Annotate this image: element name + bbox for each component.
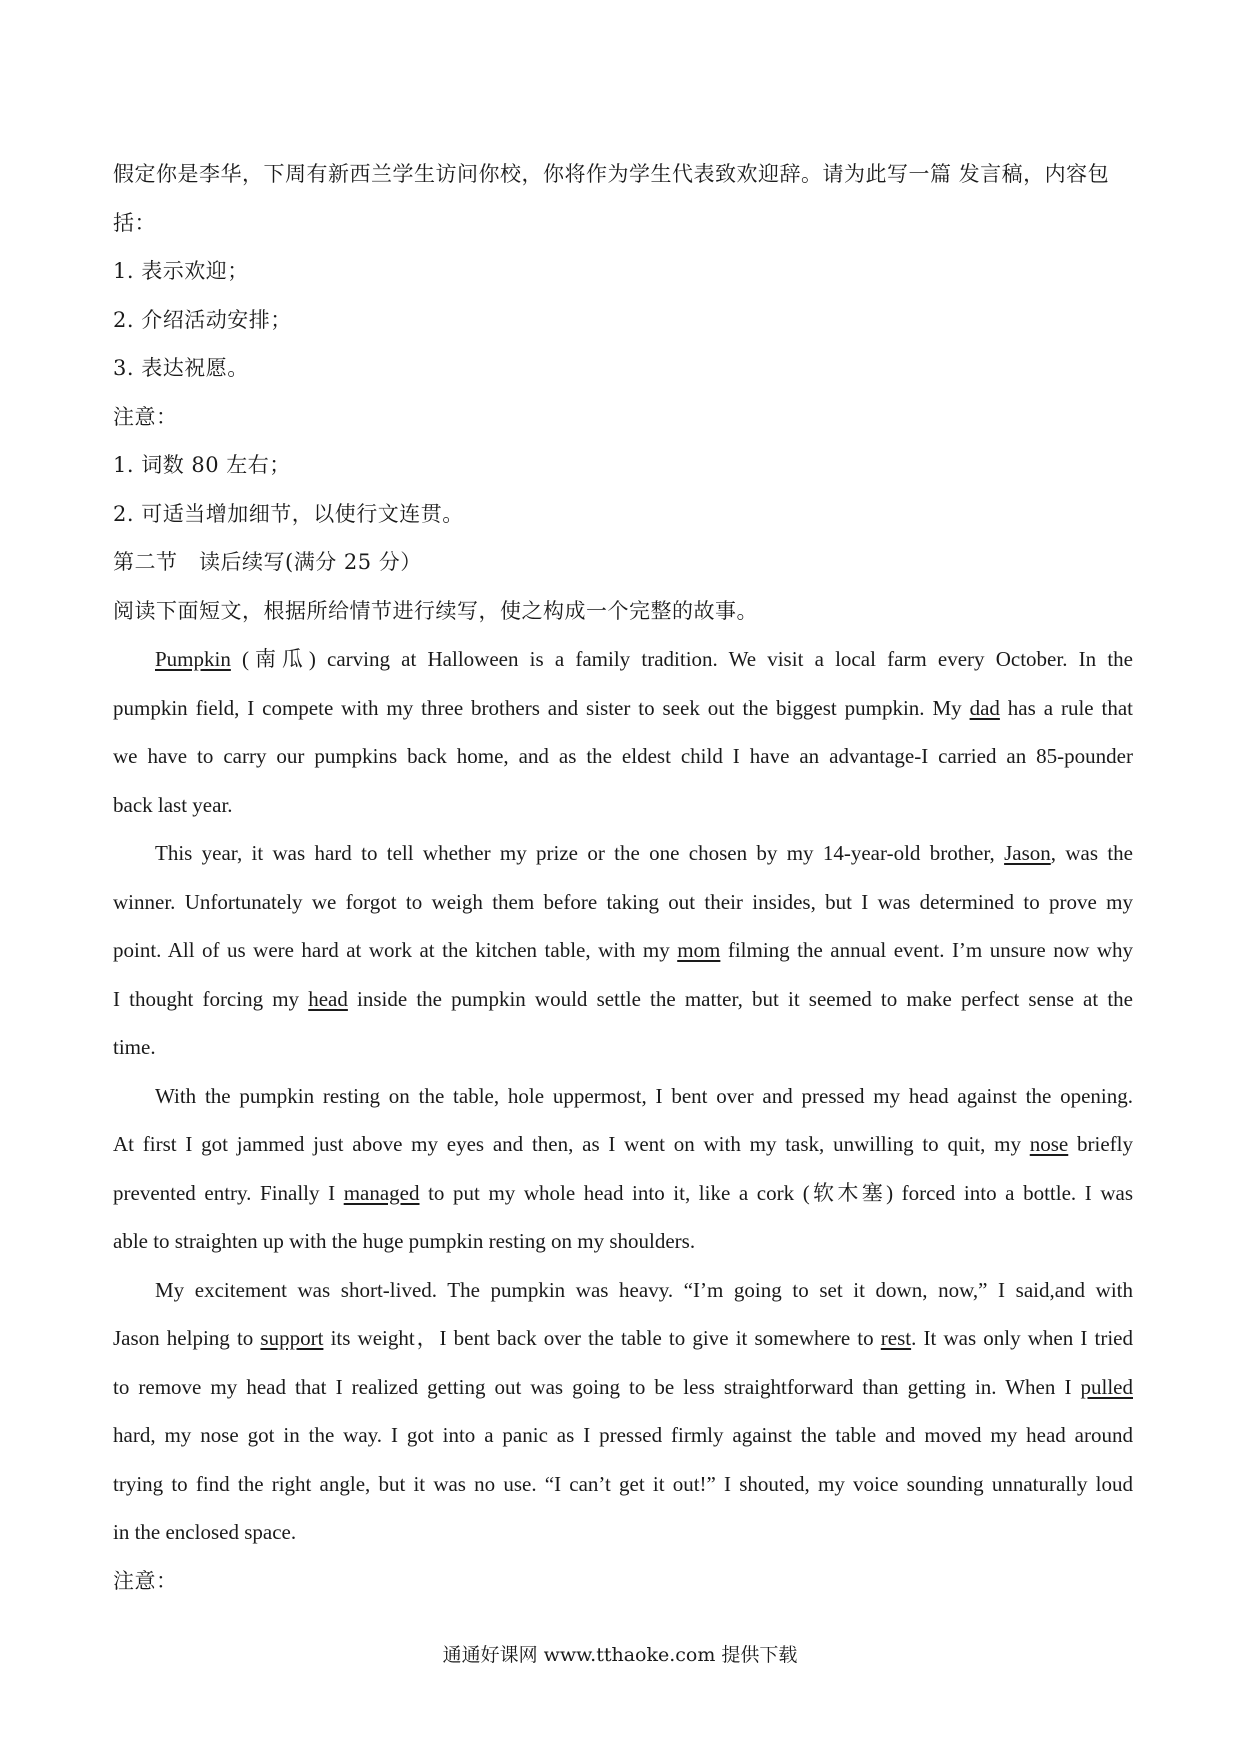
text-segment: briefly: [1068, 1132, 1133, 1156]
text-segment: Jason helping to: [113, 1326, 261, 1350]
text-segment: pumpkin field, I compete with my three brothers and sister to seek out the biggest pumpkin. My: [113, 695, 970, 720]
text-segment: . It was only when I tried: [911, 1326, 1133, 1350]
text-line: we have to carry our pumpkins back home, and as the eldest child I have an advantage-I carried an 85-pounder: [113, 744, 1133, 768]
prompt-line-2: 括：: [113, 210, 156, 235]
text-line: [113, 1314, 1133, 1363]
text-line: trying to find the right angle, but it was no use. “I can’t get it out!” I shouted, my voice sounding unnaturally loud: [113, 1471, 1133, 1496]
underlined-word: nose: [1029, 1132, 1069, 1156]
text-line: back last year.: [113, 792, 233, 817]
passage-paragraph-1: [113, 635, 1133, 829]
underlined-word: support: [260, 1326, 324, 1350]
text-segment: (南瓜) carving at Halloween is a family tradition. We visit a local farm every October. In the: [230, 647, 1133, 671]
text-line: [113, 635, 1133, 684]
text-segment: to remove my head that I realized getting out was going to be less straightforward than getting in. When I: [113, 1374, 1081, 1399]
notes-label: 注意：: [113, 404, 178, 429]
text-segment: point. All of us were hard at work at the kitchen table, with my: [113, 938, 678, 962]
text-line: [113, 1169, 1133, 1218]
text-line: [113, 975, 1133, 1024]
text-segment: filming the annual event. I’m unsure now why: [720, 938, 1134, 962]
note-1: 1. 词数 80 左右；: [113, 453, 291, 477]
document-page: [113, 150, 1133, 1605]
text-segment: has a rule that: [999, 695, 1133, 720]
text-line: time.: [113, 1035, 156, 1059]
passage-paragraph-4: [113, 1266, 1133, 1557]
text-line: able to straighten up with the huge pumpkin resting on my shoulders.: [113, 1229, 696, 1253]
text-line: [113, 829, 1133, 878]
text-line: hard, my nose got in the way. I got into a panic as I pressed firmly against the table and moved my head around: [113, 1423, 1133, 1447]
text-segment: its weight，I bent back over the table to give it somewhere to: [323, 1326, 881, 1350]
text-segment: At first I got jammed just above my eyes and then, as I went on with my task, unwilling to quit, my: [113, 1132, 1030, 1156]
underlined-word: Pumpkin: [155, 647, 231, 671]
text-line: My excitement was short-lived. The pumpkin was heavy. “I’m going to set it down, now,” I said,and with: [155, 1277, 1133, 1302]
section-instruction: 阅读下面短文，根据所给情节进行续写，使之构成一个完整的故事。: [113, 598, 758, 623]
text-line: [113, 926, 1133, 975]
underlined-word: rest: [880, 1326, 912, 1350]
text-segment: prevented entry. Finally I: [113, 1180, 344, 1205]
note-2: 2. 可适当增加细节，以使行文连贯。: [113, 501, 464, 526]
text-line: [113, 684, 1133, 733]
underlined-word: dad: [969, 695, 1000, 720]
text-line: in the enclosed space.: [113, 1520, 297, 1544]
content-point-1: 1. 表示欢迎；: [113, 259, 249, 283]
text-line: winner. Unfortunately we forgot to weigh them before taking out their insides, but I was determined to prove my: [113, 889, 1133, 914]
passage-paragraph-3: [113, 1072, 1133, 1266]
underlined-word: pulled: [1080, 1374, 1133, 1399]
text-segment: I thought forcing my: [113, 986, 309, 1011]
page-footer: 通通好课网 www.tthaoke.com 提供下载: [442, 1644, 798, 1666]
section-heading: 第二节 读后续写(满分 25 分）: [113, 550, 422, 574]
underlined-word: head: [308, 986, 348, 1011]
text-segment: This year, it was hard to tell whether my prize or the one chosen by my 14-year-old brother,: [155, 841, 1005, 865]
text-line: With the pumpkin resting on the table, hole uppermost, I bent over and pressed my head against the opening.: [155, 1083, 1133, 1108]
passage-paragraph-2: [113, 829, 1133, 1072]
text-segment: inside the pumpkin would settle the matter, but it seemed to make perfect sense at the: [347, 986, 1134, 1011]
content-point-3: 3. 表达祝愿。: [113, 356, 249, 380]
underlined-word: Jason: [1004, 841, 1051, 865]
prompt-line-1: 假定你是李华，下周有新西兰学生访问你校，你将作为学生代表致欢迎辞。请为此写一篇 发言稿，内容包: [113, 162, 1110, 186]
underlined-word: mom: [677, 938, 721, 962]
notes-label-2: 注意：: [113, 1568, 178, 1593]
content-point-2: 2. 介绍活动安排；: [113, 307, 292, 332]
text-segment: , was the: [1050, 841, 1133, 865]
text-line: [113, 1120, 1133, 1169]
underlined-word: managed: [343, 1180, 420, 1205]
text-line: [113, 1363, 1133, 1412]
text-segment: to put my whole head into it, like a cork (软木塞) forced into a bottle. I was: [419, 1180, 1133, 1205]
